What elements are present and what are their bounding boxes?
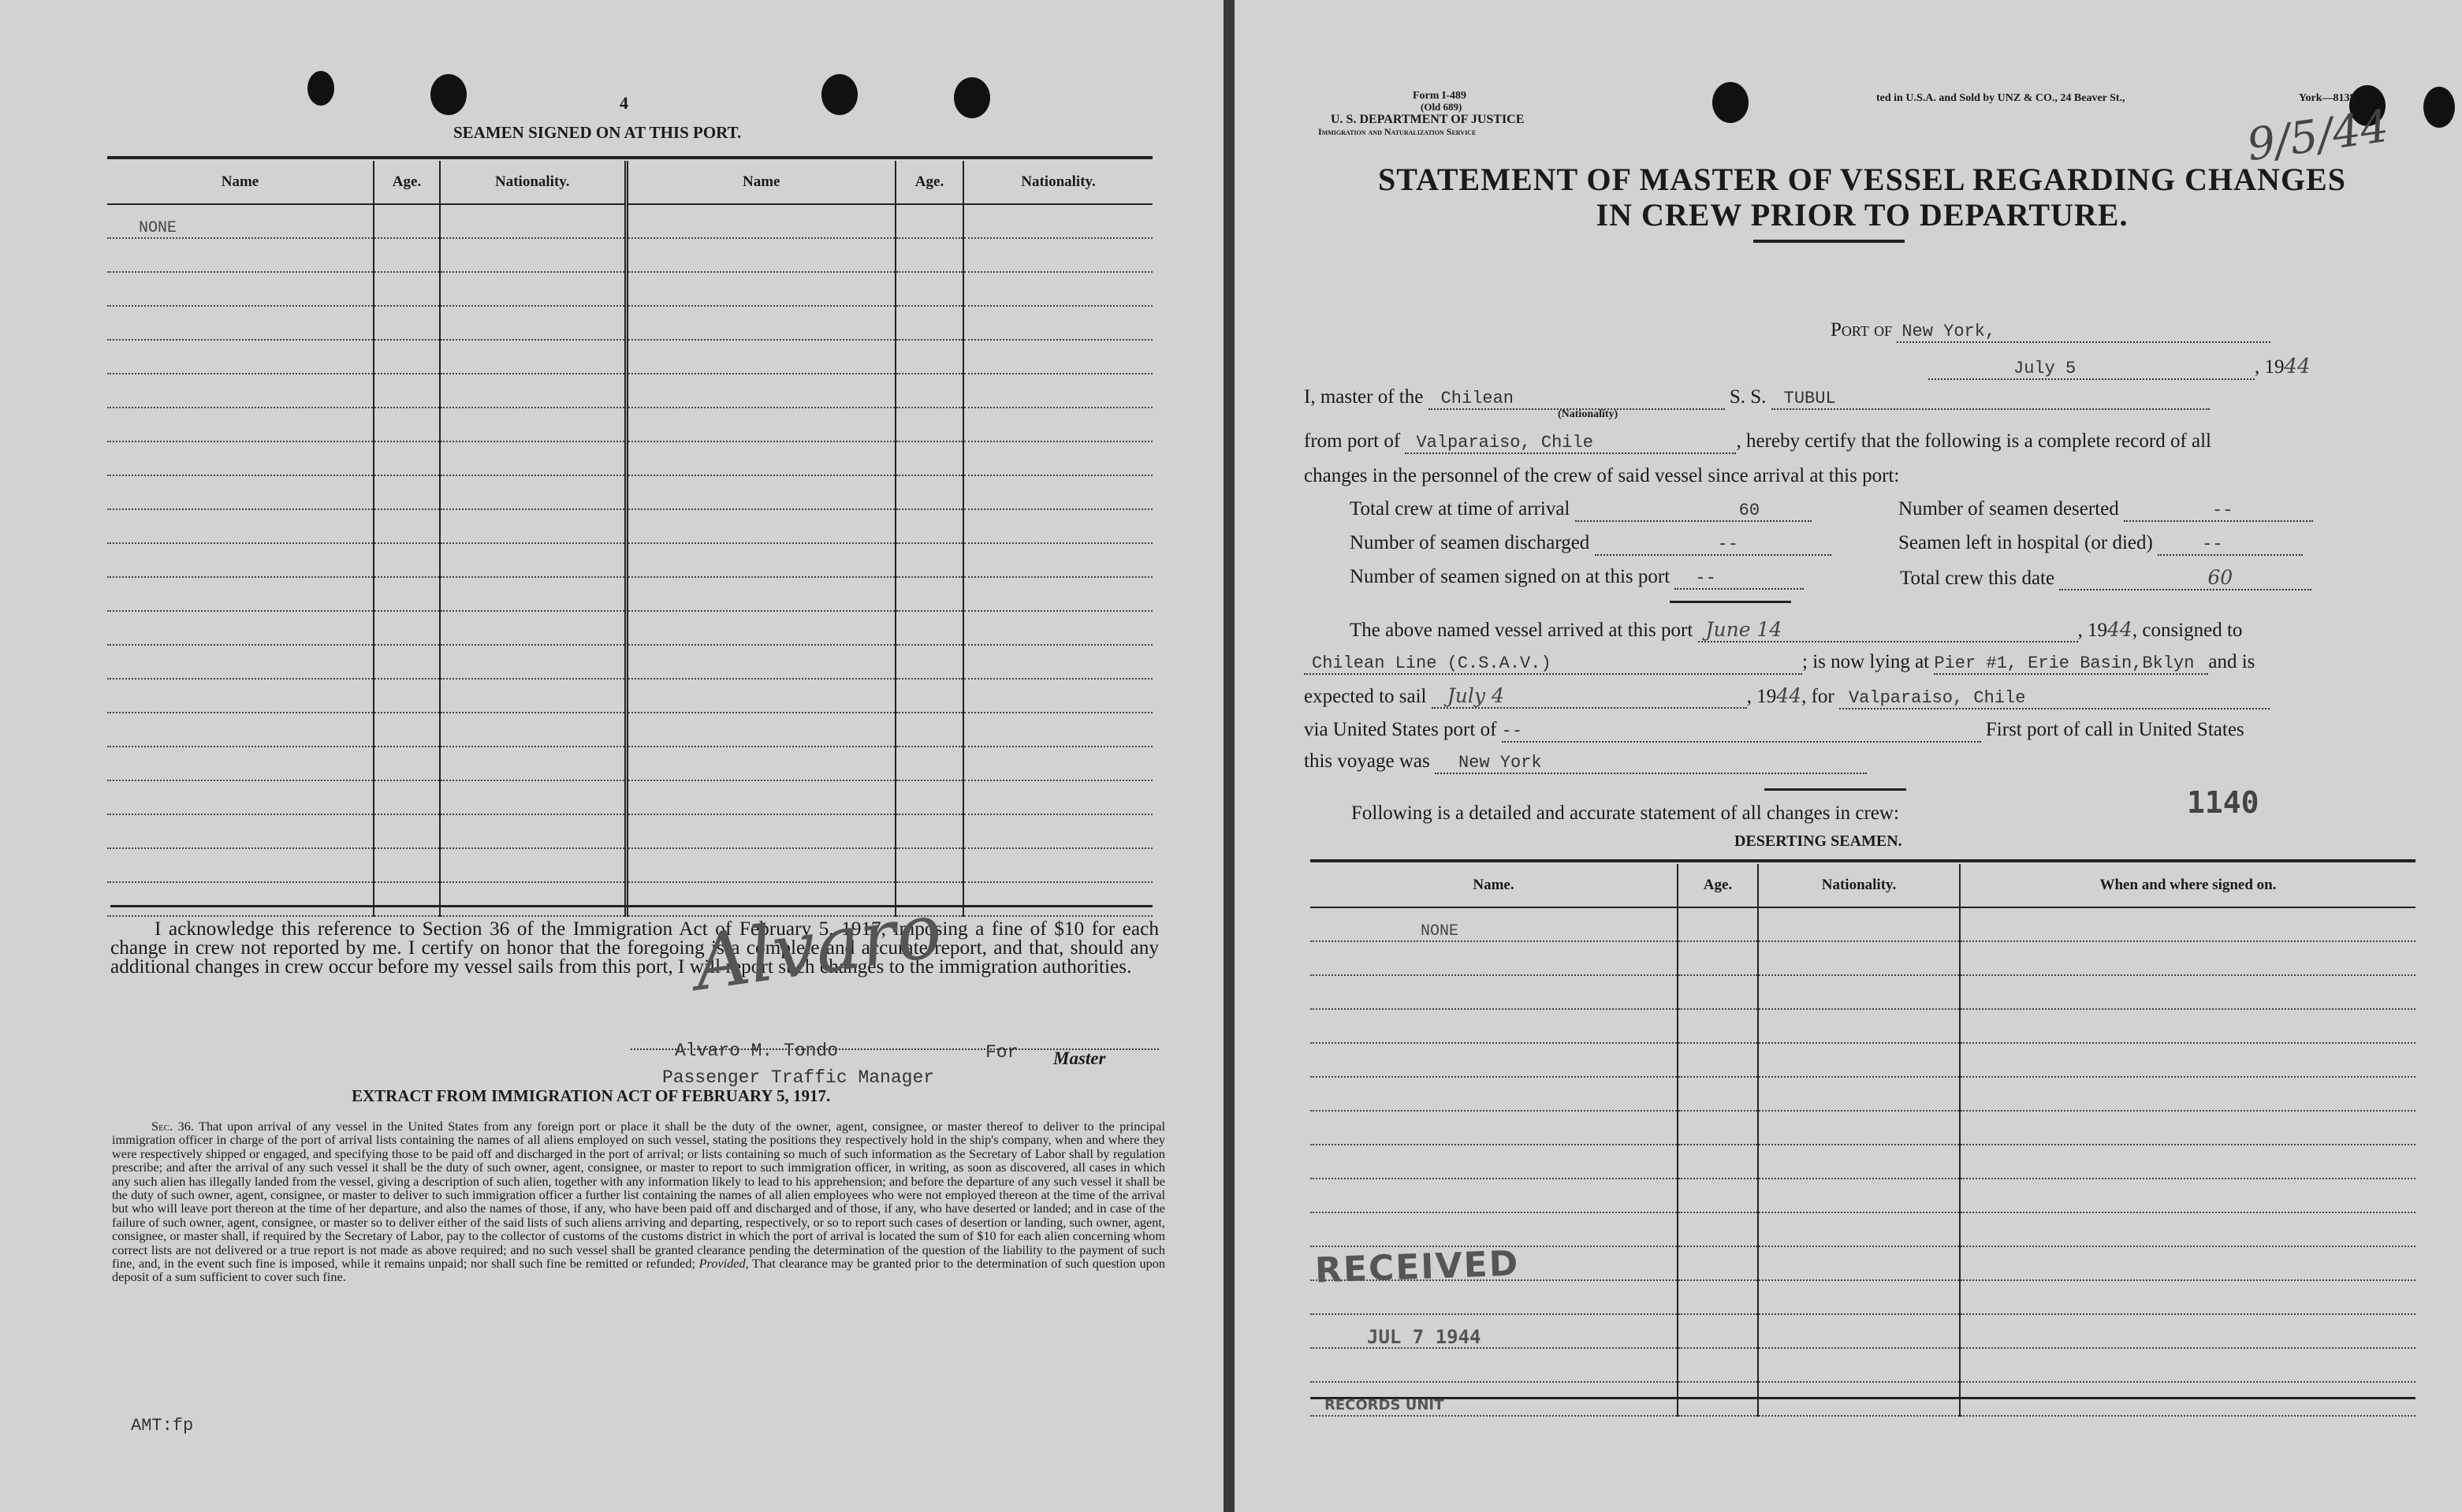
table-cell — [896, 441, 963, 475]
table-cell — [107, 645, 374, 679]
nationality-caption: (Nationality) — [1558, 408, 1618, 420]
table-row — [107, 679, 1153, 713]
table-row — [1310, 1077, 2415, 1111]
table-cell — [374, 814, 440, 848]
stat-deserted: Number of seamen deserted -- — [1898, 498, 2313, 522]
table-cell: NONE — [107, 204, 374, 238]
stat-signed-on: Number of seamen signed on at this port -- — [1350, 566, 1804, 590]
table-cell — [896, 814, 963, 848]
table-cell — [626, 238, 896, 272]
table-row — [107, 408, 1153, 441]
table-cell — [1960, 1246, 2415, 1280]
extract-text: That upon arrival of any vessel in the United States from any foreign port or place it shall be the duty of the owner, agent, consignee, or master thereof to deliver to the principal immigration officer in charge of the port of arrival lists containing the names of all aliens employed on such vessel, stating the positions they respectively hold in the ship's company, when and where they were respectively shipped or engaged, and specifying those to be paid off and discharged in the port of arrival; or lists containing so much of such information as the Secretary of Labor shall by regulation prescribe; and after the arrival of any such vessel it shall be the duty of such owner, agent, consignee, or master to report to such immigration officer, in writing, as soon as discovered, all cases in which any such alien has illegally landed from the vessel, giving a description of such alien, together with any information likely to lead to his apprehension; and before the departure of any such vessel it shall be the duty of such owner, agent, consignee, or master to deliver to such immigration officer a further list containing the names of all alien employees who were not employed thereon at the time of the arrival but who will leave port thereon at the time of her departure, and also the names of those, if any, who have been paid off and discharged and of those, if any, who have deserted or landed; and in case of the failure of such owner, agent, consignee, or master so to deliver either of the said lists of such aliens arriving and departing, respectively, or so to report such cases of desertion or landing, such owner, agent, consignee, or master shall, if required by the Secretary of Labor, pay to the collector of customs of the customs district in which the port of arrival is located the sum of $10 for each alien concerning whom correct lists are not delivered or a true report is not made as above required; and no such vessel shall be granted clearance pending the determination of the question of the liability to the payment of such fine, and, in the event such fine is imposed, while it remains unpaid; nor shall such fine be remitted or refunded; — [112, 1119, 1165, 1272]
table-cell — [1678, 1246, 1758, 1280]
table-cell — [626, 441, 896, 475]
table-cell — [440, 645, 626, 679]
table-cell — [963, 713, 1153, 747]
stat-total-arrival: Total crew at time of arrival 60 — [1350, 498, 1812, 522]
table-cell — [440, 577, 626, 611]
lying-value: Pier #1, Erie Basin,Bklyn — [1934, 654, 2208, 675]
title-line-1: STATEMENT OF MASTER OF VESSEL REGARDING CHANGES — [1378, 162, 2346, 197]
table-cell — [963, 645, 1153, 679]
table-cell — [1310, 1314, 1678, 1348]
table-cell — [896, 679, 963, 713]
table-cell — [626, 645, 896, 679]
table-cell — [1960, 1179, 2415, 1212]
table-cell — [1758, 1280, 1960, 1314]
table-cell — [374, 780, 440, 814]
table-cell — [626, 780, 896, 814]
table-cell — [1678, 1348, 1758, 1382]
table-cell — [1960, 1077, 2415, 1111]
table-cell — [1960, 1145, 2415, 1179]
table-cell — [896, 645, 963, 679]
table-row — [1310, 1280, 2415, 1314]
table-cell — [107, 713, 374, 747]
following-text: Following is a detailed and accurate statement of all changes in crew: — [1351, 803, 1899, 824]
table-row — [107, 475, 1153, 509]
right-page — [1235, 0, 2462, 1512]
table-cell — [107, 475, 374, 509]
table-row — [107, 611, 1153, 645]
table-cell — [107, 408, 374, 441]
table-cell — [1310, 1179, 1678, 1212]
table-cell: NONE — [1310, 907, 1678, 941]
table-cell — [374, 848, 440, 882]
table-cell — [374, 713, 440, 747]
table-cell — [107, 509, 374, 543]
table-cell — [440, 408, 626, 441]
table-cell — [1310, 1043, 1678, 1077]
table-cell — [1678, 1280, 1758, 1314]
table-cell — [626, 306, 896, 340]
table-row — [1310, 1348, 2415, 1382]
table-cell — [1758, 1246, 1960, 1280]
expected-line: expected to sail July 4 , 1944, for Valparaiso, Chile — [1304, 684, 2270, 709]
table-cell — [1678, 1111, 1758, 1145]
table-cell — [107, 543, 374, 577]
rule — [107, 156, 1153, 159]
table-cell — [626, 611, 896, 645]
column-header: When and where signed on. — [1960, 864, 2415, 907]
table-cell — [440, 441, 626, 475]
table-cell — [1678, 1145, 1758, 1179]
table-row — [107, 814, 1153, 848]
date-value: July 5 — [1928, 359, 2255, 380]
table-cell — [107, 441, 374, 475]
table-cell — [374, 747, 440, 780]
table-cell — [107, 814, 374, 848]
table-cell — [374, 340, 440, 374]
table-title: SEAMEN SIGNED ON AT THIS PORT. — [453, 123, 742, 142]
table-row — [1310, 1179, 2415, 1212]
table-cell — [440, 306, 626, 340]
voyage-value: New York — [1435, 753, 1867, 774]
table-cell — [107, 374, 374, 408]
corner-note: 9/5/44 — [2244, 100, 2392, 172]
table-cell — [963, 306, 1153, 340]
table-cell — [440, 272, 626, 306]
punch-hole — [307, 71, 334, 106]
table-row — [107, 306, 1153, 340]
signer-title: Passenger Traffic Manager — [662, 1067, 935, 1088]
table-cell — [440, 848, 626, 882]
table-cell — [1758, 1179, 1960, 1212]
table-cell — [1960, 1348, 2415, 1382]
table-cell — [1960, 1314, 2415, 1348]
stat-hospital: Seamen left in hospital (or died) -- — [1898, 532, 2303, 556]
table-cell — [626, 679, 896, 713]
table-cell — [440, 780, 626, 814]
table-cell — [1960, 1280, 2415, 1314]
table-cell — [1678, 1314, 1758, 1348]
table-cell — [1678, 1212, 1758, 1246]
table-cell — [1758, 1009, 1960, 1043]
table-cell — [963, 374, 1153, 408]
via-line: via United States port of -- First port of call in United States — [1304, 719, 2244, 741]
voyage-line: this voyage was New York — [1304, 750, 1867, 774]
table-row — [1310, 1111, 2415, 1145]
form-old: (Old 689) — [1421, 101, 1462, 113]
column-header: Name. — [1310, 864, 1678, 907]
table-cell — [1678, 1179, 1758, 1212]
table-row — [1310, 1145, 2415, 1179]
records-unit: RECORDS UNIT — [1324, 1397, 1444, 1413]
table-cell — [1758, 1043, 1960, 1077]
table-cell — [1678, 941, 1758, 975]
nationality-value: Chilean — [1428, 389, 1725, 410]
table-cell — [1758, 907, 1960, 941]
table-row — [107, 509, 1153, 543]
punch-hole — [1712, 82, 1749, 123]
table-cell — [1310, 1009, 1678, 1043]
table-row — [107, 882, 1153, 916]
table-row — [107, 577, 1153, 611]
table-cell — [963, 475, 1153, 509]
table-row — [107, 441, 1153, 475]
table-cell — [896, 238, 963, 272]
received-date: JUL 7 1944 — [1367, 1326, 1481, 1348]
table-cell — [896, 713, 963, 747]
left-page — [0, 0, 1224, 1512]
table-cell — [963, 408, 1153, 441]
table-cell — [440, 679, 626, 713]
punch-hole — [2423, 87, 2455, 128]
table-cell — [374, 238, 440, 272]
printer-tail: York—8138 — [2299, 92, 2356, 104]
table-row — [107, 848, 1153, 882]
table-cell — [374, 441, 440, 475]
table-cell — [107, 577, 374, 611]
rule — [1670, 601, 1791, 603]
table-cell — [626, 408, 896, 441]
deserting-title: DESERTING SEAMEN. — [1734, 832, 1902, 850]
column-header: Name — [107, 161, 374, 204]
table-cell — [1678, 1077, 1758, 1111]
table-cell — [440, 509, 626, 543]
title-rule — [1753, 240, 1905, 243]
via-value: -- — [1502, 721, 1981, 743]
table-row — [107, 374, 1153, 408]
table-cell — [896, 611, 963, 645]
master-line: I, master of the Chilean S. S. TUBUL — [1304, 386, 2210, 410]
table-cell — [1960, 1111, 2415, 1145]
table-row — [107, 543, 1153, 577]
table-cell — [1960, 975, 2415, 1009]
table-cell — [107, 272, 374, 306]
table-cell — [107, 611, 374, 645]
table-cell — [1310, 1212, 1678, 1246]
table-cell — [896, 577, 963, 611]
extract-title: EXTRACT FROM IMMIGRATION ACT OF FEBRUARY 5, 1917. — [352, 1086, 831, 1105]
table-cell — [374, 611, 440, 645]
table-cell — [1960, 1212, 2415, 1246]
page-number: 4 — [620, 93, 628, 113]
table-cell — [626, 475, 896, 509]
table-cell — [963, 204, 1153, 238]
table-cell — [440, 204, 626, 238]
service: Immigration and Naturalization Service — [1318, 126, 1477, 137]
signer-for: For — [985, 1042, 1019, 1063]
table-cell — [963, 272, 1153, 306]
initials: AMT:fp — [131, 1416, 194, 1436]
table-cell — [626, 272, 896, 306]
printer-text: ted in U.S.A. and Sold by UNZ & CO., 24 Beaver St., — [1876, 92, 2125, 104]
table-row — [1310, 941, 2415, 975]
table-cell — [963, 679, 1153, 713]
table-cell — [963, 747, 1153, 780]
table-cell — [374, 882, 440, 916]
consignee: Chilean Line (C.S.A.V.) — [1304, 654, 1802, 675]
table-cell — [440, 611, 626, 645]
table-cell — [963, 611, 1153, 645]
table-cell — [1310, 1077, 1678, 1111]
signer-name: Alvaro M. Tondo — [675, 1041, 839, 1061]
table-cell — [626, 340, 896, 374]
table-cell — [1758, 1348, 1960, 1382]
table-cell — [1960, 1043, 2415, 1077]
column-header: Nationality. — [440, 161, 626, 204]
table-row — [107, 747, 1153, 780]
table-cell — [107, 747, 374, 780]
table-cell — [1310, 975, 1678, 1009]
destination: Valparaiso, Chile — [1839, 688, 2270, 709]
table-row — [107, 780, 1153, 814]
table-row — [107, 204, 1153, 238]
table-row — [1310, 1009, 2415, 1043]
stamp-number: 1140 — [2187, 785, 2259, 820]
table-cell — [626, 204, 896, 238]
table-cell — [1960, 1009, 2415, 1043]
table-cell — [1310, 1145, 1678, 1179]
port-line: Port of New York, — [1831, 319, 2270, 343]
table-row — [1310, 907, 2415, 941]
column-header: Nationality. — [1758, 864, 1960, 907]
table-cell — [374, 374, 440, 408]
table-cell — [1310, 941, 1678, 975]
table-cell — [107, 306, 374, 340]
table-cell — [440, 340, 626, 374]
table-cell — [626, 814, 896, 848]
table-cell — [107, 848, 374, 882]
date-line: July 5 , 1944 — [1928, 355, 2311, 380]
table-cell — [107, 238, 374, 272]
table-cell — [963, 780, 1153, 814]
port-value: New York, — [1897, 322, 2270, 343]
table-cell — [896, 374, 963, 408]
arrived-date: June 14 — [1698, 618, 2078, 642]
table-cell — [440, 814, 626, 848]
table-cell — [963, 340, 1153, 374]
expected-date: July 4 — [1432, 684, 1747, 709]
table-cell — [626, 374, 896, 408]
table-cell — [1678, 907, 1758, 941]
table-cell — [626, 543, 896, 577]
table-cell — [374, 272, 440, 306]
title-line-2: IN CREW PRIOR TO DEPARTURE. — [1596, 197, 2129, 233]
table-cell — [896, 306, 963, 340]
table-cell — [107, 780, 374, 814]
rule — [1764, 788, 1906, 791]
table-cell — [107, 679, 374, 713]
table-cell — [626, 577, 896, 611]
changes-text: changes in the personnel of the crew of said vessel since arrival at this port: — [1304, 465, 1900, 486]
table-cell — [963, 848, 1153, 882]
table-cell — [1960, 941, 2415, 975]
table-cell — [374, 408, 440, 441]
table-cell — [440, 475, 626, 509]
table-cell — [1758, 941, 1960, 975]
table-cell — [963, 814, 1153, 848]
table-cell — [896, 272, 963, 306]
table-cell — [107, 340, 374, 374]
rule — [110, 905, 1153, 907]
master-signature: Alvaro — [688, 885, 948, 1008]
table-cell — [626, 747, 896, 780]
department: U. S. DEPARTMENT OF JUSTICE — [1331, 113, 1525, 126]
table-cell — [374, 475, 440, 509]
stat-discharged: Number of seamen discharged -- — [1350, 532, 1831, 556]
punch-hole — [821, 74, 858, 115]
column-header: Age. — [1678, 864, 1758, 907]
table-cell — [1310, 1111, 1678, 1145]
table-cell — [440, 238, 626, 272]
consignee-line: Chilean Line (C.S.A.V.) ; is now lying at Pier #1, Erie Basin,Bklyn and is — [1304, 651, 2255, 675]
extract-label: Sec. 36. — [151, 1119, 194, 1134]
rule — [1310, 1397, 2415, 1399]
table-cell — [963, 238, 1153, 272]
acknowledgement-text: I acknowledge this reference to Section 36 of the Immigration Act of February 5, 1917, imposing a fine of $10 for each change in crew not reported by me. I certify on honor that the foregoing is a complete and accurate report, and that, should any additional changes in crew occur before my vessel sails from this port, I will report such changes to the immigration authorities. — [110, 918, 1159, 978]
table-cell — [1758, 1212, 1960, 1246]
table-cell — [374, 543, 440, 577]
table-cell — [374, 679, 440, 713]
table-cell — [374, 204, 440, 238]
table-cell — [374, 645, 440, 679]
table-cell — [963, 882, 1153, 916]
table-cell — [1960, 907, 2415, 941]
received-stamp: RECEIVED — [1314, 1243, 1521, 1291]
table-cell — [440, 374, 626, 408]
table-cell — [896, 204, 963, 238]
table-cell — [374, 306, 440, 340]
column-header: Nationality. — [963, 161, 1153, 204]
table-cell — [963, 543, 1153, 577]
table-cell — [896, 848, 963, 882]
table-cell — [896, 340, 963, 374]
table-cell — [963, 441, 1153, 475]
column-header: Age. — [896, 161, 963, 204]
table-cell — [896, 475, 963, 509]
signer-role: Master — [1053, 1048, 1106, 1068]
table-cell — [1758, 1111, 1960, 1145]
table-cell — [440, 882, 626, 916]
table-cell — [963, 577, 1153, 611]
table-cell — [1310, 1348, 1678, 1382]
table-cell — [1678, 1009, 1758, 1043]
from-port-value: Valparaiso, Chile — [1405, 433, 1736, 454]
table-cell — [440, 747, 626, 780]
table-row — [1310, 1212, 2415, 1246]
table-cell — [626, 713, 896, 747]
table-cell — [896, 543, 963, 577]
extract-tail: That clearance may be granted prior to the determination of such question upon deposit of a sum sufficient to cover such fine. — [112, 1256, 1166, 1285]
extract-provided: Provided, — [698, 1256, 749, 1272]
table-cell — [1678, 975, 1758, 1009]
from-port-line: from port of Valparaiso, Chile , hereby certify that the following is a complete record of all — [1304, 430, 2212, 452]
table-cell — [1758, 1314, 1960, 1348]
table-row — [107, 645, 1153, 679]
vessel-name: TUBUL — [1771, 389, 2210, 410]
table-row — [1310, 1043, 2415, 1077]
table-cell — [374, 509, 440, 543]
table-row — [107, 272, 1153, 306]
table-cell — [440, 543, 626, 577]
column-header: Age. — [374, 161, 440, 204]
table-cell — [896, 780, 963, 814]
punch-hole — [954, 77, 990, 118]
stat-total-date: Total crew this date 60 — [1900, 566, 2311, 590]
signed-on-table — [107, 161, 1153, 917]
table-cell — [896, 509, 963, 543]
table-row — [107, 713, 1153, 747]
extract-body — [112, 1119, 1165, 1284]
form-number: Form I-489 — [1413, 90, 1467, 102]
table-cell — [896, 408, 963, 441]
arrived-line: The above named vessel arrived at this port June 14 , 1944, consigned to — [1350, 618, 2243, 641]
table-cell — [626, 848, 896, 882]
table-cell — [1758, 1145, 1960, 1179]
column-header: Name — [626, 161, 896, 204]
table-cell — [107, 882, 374, 916]
table-cell — [374, 577, 440, 611]
table-cell — [626, 509, 896, 543]
table-row — [107, 340, 1153, 374]
table-cell — [1758, 1077, 1960, 1111]
year-value: 44 — [2284, 355, 2311, 378]
table-row — [107, 238, 1153, 272]
table-cell — [440, 713, 626, 747]
table-cell — [963, 509, 1153, 543]
rule — [1310, 859, 2415, 862]
table-cell — [1678, 1043, 1758, 1077]
table-cell — [1758, 975, 1960, 1009]
punch-hole — [430, 74, 467, 115]
table-cell — [896, 747, 963, 780]
table-row — [1310, 975, 2415, 1009]
